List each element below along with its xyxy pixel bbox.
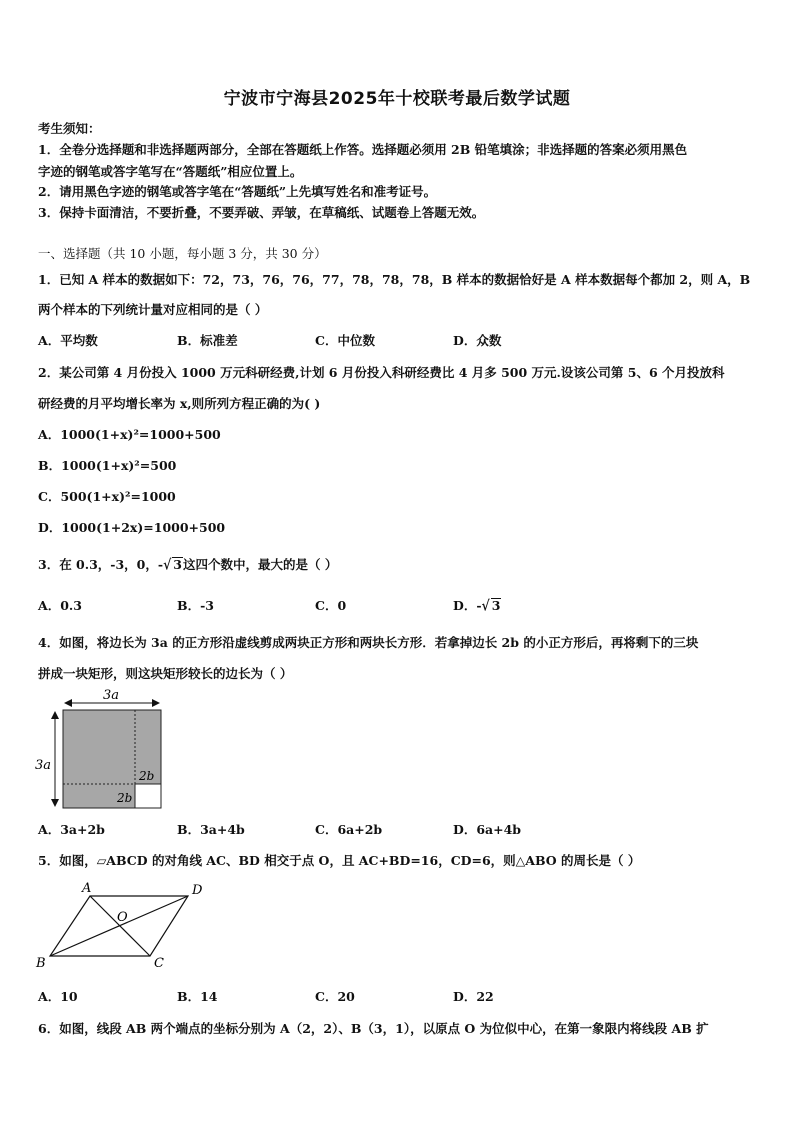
label-a: A [82, 881, 92, 896]
q5-option-c: C．20 [315, 989, 355, 1004]
label-o: O [117, 910, 128, 925]
label-c: C [154, 956, 164, 971]
notice-item-3: 3．保持卡面清洁，不要折叠，不要弄破、弄皱，在草稿纸、试题卷上答题无效。 [38, 205, 485, 220]
q3-stem-radicand: 3 [173, 557, 182, 572]
label-d: D [192, 883, 203, 898]
q3-option-c: C．0 [315, 598, 347, 613]
q1-stem-line2: 两个样本的下列统计量对应相同的是（ ） [38, 302, 268, 317]
q4-option-d: D．6a+4b [453, 822, 522, 837]
q1-option-d: D．众数 [453, 333, 502, 348]
q4-square-figure [30, 685, 170, 815]
q3-option-b: B．-3 [177, 598, 214, 613]
notice-item-2: 2．请用黑色字迹的钢笔或答字笔在“答题纸”上先填写姓名和准考证号。 [38, 184, 437, 199]
q5-stem: 5．如图，▱ABCD 的对角线 AC、BD 相交于点 O，且 AC+BD=16，CD=6，则△ABO 的周长是（ ） [38, 853, 641, 868]
label-left-3a: 3a [35, 758, 52, 773]
q5-option-d: D．22 [453, 989, 494, 1004]
q4-stem-line1: 4．如图，将边长为 3a 的正方形沿虚线剪成两块正方形和两块长方形．若拿掉边长 2b 的小正方形后，再将剩下的三块 [38, 635, 699, 650]
q5-parallelogram-figure [30, 878, 220, 973]
q3-option-d [453, 598, 501, 614]
q4-option-b: B．3a+4b [177, 822, 245, 837]
exam-title: 宁波市宁海县2025年十校联考最后数学试题 [223, 89, 571, 109]
q4-option-a: A．3a+2b [38, 822, 105, 837]
q6-stem: 6．如图，线段 AB 两个端点的坐标分别为 A（2，2）、B（3，1），以原点 O 为位似中心，在第一象限内将线段 AB 扩 [38, 1021, 709, 1036]
label-2b-right: 2b [139, 769, 155, 783]
q3-option-a: A．0.3 [38, 598, 82, 613]
q5-option-a: A．10 [38, 989, 78, 1004]
q2-option-c: C．500(1+x)²=1000 [38, 489, 176, 504]
label-2b-bottom: 2b [117, 791, 133, 805]
q2-stem-line2: 研经费的月平均增长率为 x,则所列方程正确的为( ) [38, 396, 321, 411]
radical-sign: √ [163, 555, 172, 574]
q1-option-b: B．标准差 [177, 333, 238, 348]
q2-option-b: B．1000(1+x)²=500 [38, 458, 177, 473]
label-top-3a: 3a [103, 688, 120, 703]
q1-option-c: C．中位数 [315, 333, 375, 348]
label-b: B [36, 956, 46, 971]
q3-stem [38, 557, 337, 573]
q4-option-c: C．6a+2b [315, 822, 383, 837]
section-heading: 一、选择题（共 10 小题，每小题 3 分，共 30 分） [38, 246, 327, 261]
notice-item-1: 1．全卷分选择题和非选择题两部分，全部在答题纸上作答。选择题必须用 2B 铅笔填涂；非选择题的答案必须用黑色 [38, 142, 688, 157]
q2-option-a: A．1000(1+x)²=1000+500 [38, 427, 221, 442]
q1-option-a: A．平均数 [38, 333, 98, 348]
q4-stem-line2: 拼成一块矩形，则这块矩形较长的边长为（ ） [38, 666, 293, 681]
q3-option-d-prefix: D．- [453, 598, 482, 613]
small-square [135, 784, 161, 808]
q5-option-b: B．14 [177, 989, 218, 1004]
q3-option-d-radicand: 3 [491, 598, 501, 613]
q3-stem-suffix: 这四个数中，最大的是（ ） [183, 557, 338, 572]
q2-stem-line1: 2．某公司第 4 月份投入 1000 万元科研经费,计划 6 月份投入科研经费比 4 月多 500 万元.设该公司第 5、6 个月投放科 [38, 365, 725, 380]
q1-stem-line1: 1．已知 A 样本的数据如下：72，73，76，76，77，78，78，78，B 样本的数据恰好是 A 样本数据每个都加 2，则 A，B [38, 272, 751, 287]
q2-option-d: D．1000(1+2x)=1000+500 [38, 520, 226, 535]
notice-item-1-cont: 字迹的钢笔或答字笔写在“答题纸”相应位置上。 [38, 164, 303, 179]
notice-heading: 考生须知： [38, 121, 101, 136]
q3-stem-prefix: 3．在 0.3，-3，0，- [38, 557, 164, 572]
radical-sign: √ [481, 596, 490, 615]
